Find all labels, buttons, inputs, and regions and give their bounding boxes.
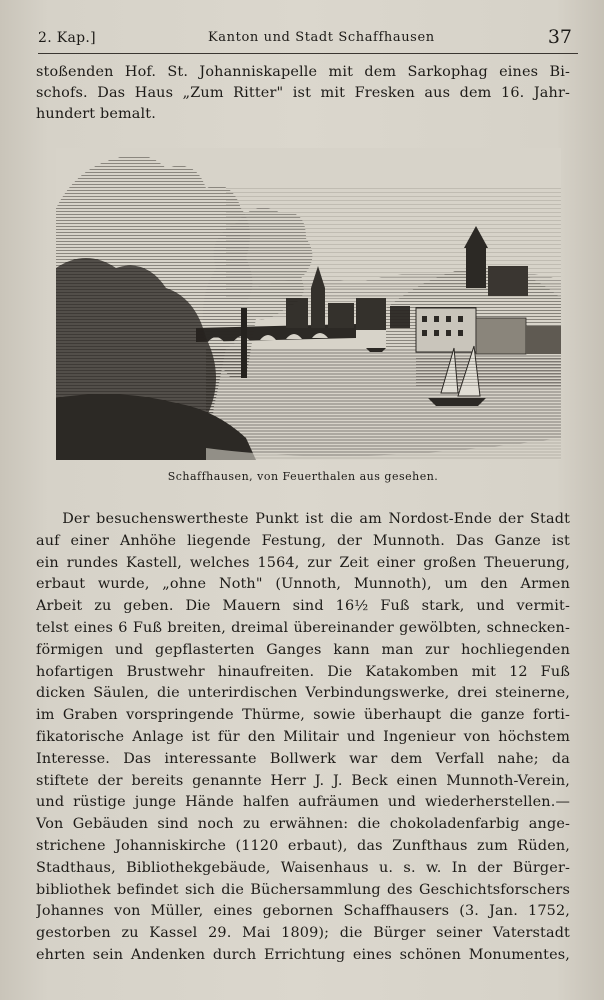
text-line: ehrten sein Andenken durch Errichtung eines schönen Monumentes, xyxy=(36,946,570,963)
intro-paragraph xyxy=(36,62,570,125)
text-line: stiftete der bereits genannte Herr J. J. Beck einen Munnoth-Verein, xyxy=(36,772,570,789)
text-line: bibliothek befindet sich die Büchersammlung des Geschichtsforschers xyxy=(36,881,570,898)
text-line: gestorben zu Kassel 29. Mai 1809); die Bürger seiner Vaterstadt xyxy=(36,925,570,942)
running-title: Kanton und Stadt Schaffhausen xyxy=(208,30,435,45)
header-rule xyxy=(38,53,578,54)
text-line: hofartigen Brustwehr hinaufreiten. Die Katakomben mit 12 Fuß xyxy=(36,663,570,680)
chapter-reference: 2. Kap.] xyxy=(38,30,96,46)
text-line: hundert bemalt. xyxy=(36,106,156,122)
text-line: stoßenden Hof. St. Johanniskapelle mit dem Sarkophag eines Bi- xyxy=(36,64,570,80)
text-line: fikatorische Anlage ist für den Militair und Ingenieur von höchstem xyxy=(36,728,570,745)
text-line: und rüstige junge Hände halfen aufräumen und wiederherstellen.— xyxy=(36,794,570,811)
text-line: strichene Johanniskirche (1120 erbaut), das Zunfthaus zum Rüden, xyxy=(36,837,570,854)
text-line: im Graben vorspringende Thürme, sowie überhaupt die ganze forti- xyxy=(36,707,570,724)
running-head xyxy=(38,26,578,56)
text-line: auf einer Anhöhe liegende Festung, der Munnoth. Das Ganze ist xyxy=(36,532,570,549)
text-line: telst eines 6 Fuß breiten, dreimal übereinander gewölbten, schnecken- xyxy=(36,619,570,636)
text-line: Der besuchenswertheste Punkt ist die am Nordost-Ende der Stadt xyxy=(36,511,570,527)
text-line: Arbeit zu geben. Die Mauern sind 16½ Fuß stark, und vermit- xyxy=(36,598,570,615)
text-line: Von Gebäuden sind noch zu erwähnen: die chokoladenfarbig ange- xyxy=(36,816,570,833)
text-line: förmigen und gepflasterten Ganges kann man zur hochliegenden xyxy=(36,641,570,658)
engraving-illustration xyxy=(56,148,561,460)
figure-caption: Schaffhausen, von Feuerthalen aus gesehen. xyxy=(167,470,439,483)
text-line: Johannes von Müller, eines gebornen Schaffhausers (3. Jan. 1752, xyxy=(36,903,570,920)
text-line: erbaut wurde, „ohne Noth" (Unnoth, Munnoth), um den Armen xyxy=(36,576,570,593)
text-line: dicken Säulen, die unterirdischen Verbindungswerke, drei steinerne, xyxy=(36,685,570,702)
body-paragraph xyxy=(36,509,570,967)
text-line: ein rundes Kastell, welches 1564, zur Zeit einer großen Theuerung, xyxy=(36,554,570,571)
engraving-graphic xyxy=(56,148,561,460)
text-line: Interesse. Das interessante Bollwerk war dem Verfall nahe; da xyxy=(36,750,570,767)
text-line: schofs. Das Haus „Zum Ritter" ist mit Fresken aus dem 16. Jahr- xyxy=(36,85,570,101)
text-line: Stadthaus, Bibliothekgebäude, Waisenhaus u. s. w. In der Bürger- xyxy=(36,859,570,876)
page-number: 37 xyxy=(547,26,572,48)
